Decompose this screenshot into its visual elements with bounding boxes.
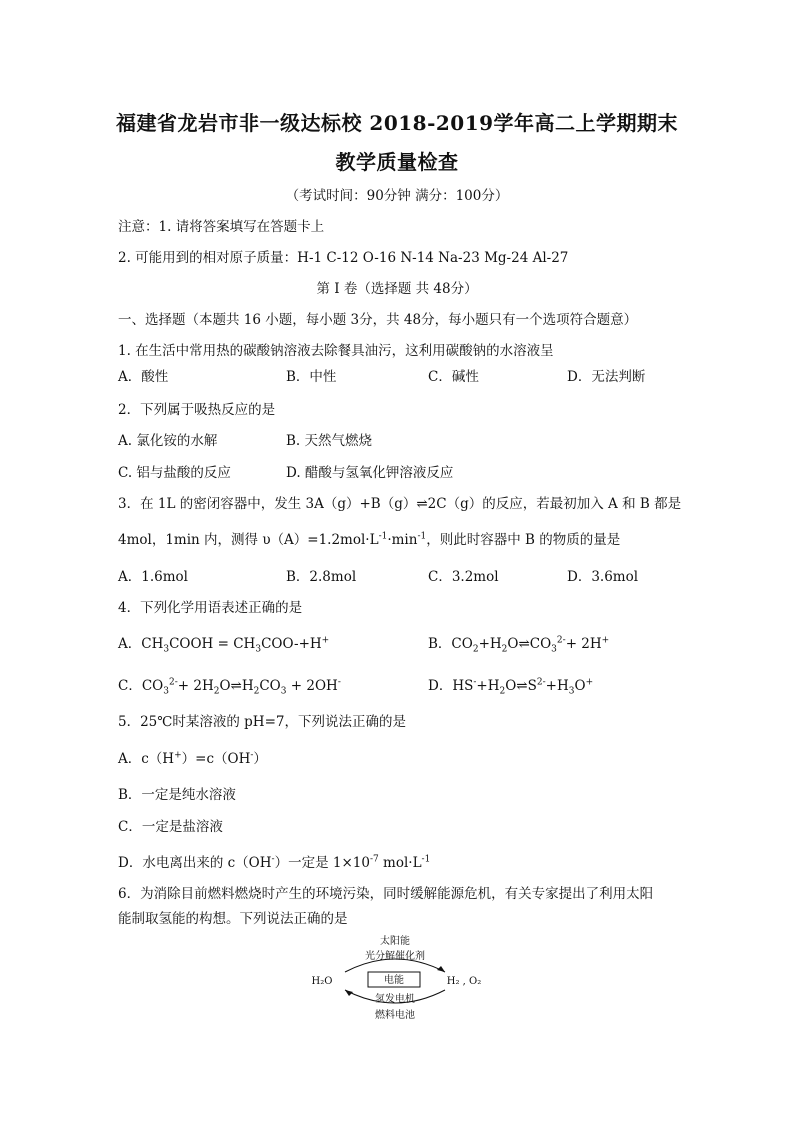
note-1: 注意：1. 请将答案填写在答题卡上 bbox=[118, 219, 325, 235]
question-3-stem-line1: 3．在 1L 的密闭容器中，发生 3A（g）+B（g）⇌2C（g）的反应，若最初加入 A 和 B 都是 bbox=[118, 496, 682, 512]
exam-info: （考试时间：90分钟 满分：100分） bbox=[285, 188, 509, 204]
document-title-line1: 福建省龙岩市非一级达标校 2018-2019学年高二上学期期末 bbox=[115, 111, 679, 135]
question-4-option-d: D．$HS^-+H_2O\rightleftharpoons S^{2-}+H_3O^+$ bbox=[428, 677, 594, 697]
document-title-line2: 教学质量检查 bbox=[335, 150, 459, 174]
question-2-option-b: B. 天然气燃烧 bbox=[286, 433, 373, 449]
question-2-stem: 2．下列属于吸热反应的是 bbox=[118, 402, 276, 418]
bottom-arrow-head bbox=[345, 990, 353, 996]
question-3-option-d: D．3.6mol bbox=[567, 569, 639, 585]
section-heading: 第 I 卷（选择题 共 48分） bbox=[316, 281, 478, 297]
question-6-stem-line1: 6．为消除目前燃料燃烧时产生的环境污染，同时缓解能源危机，有关专家提出了利用太阳 bbox=[118, 886, 654, 902]
energy-cycle-diagram bbox=[300, 932, 490, 1024]
diagram-label-solar: 太阳能 bbox=[380, 936, 410, 947]
question-4-option-c: C．$CO_3^{2-}+$ $2H_2O\rightleftharpoons H_2CO_3 + 2OH^-$ bbox=[118, 677, 341, 697]
diagram-label-catalyst: 光分解催化剂 bbox=[365, 951, 425, 962]
question-2-option-a: A. 氯化铵的水解 bbox=[118, 433, 218, 449]
question-3-option-a: A．1.6mol bbox=[118, 569, 188, 585]
question-6-stem-line2: 能制取氢能的构想。下列说法正确的是 bbox=[118, 911, 348, 927]
question-3-option-b: B．2.8mol bbox=[286, 569, 357, 585]
question-2-option-c: C. 铝与盐酸的反应 bbox=[118, 465, 231, 481]
question-2-option-d: D. 醋酸与氢氧化钾溶液反应 bbox=[286, 465, 454, 481]
question-3-option-c: C．3.2mol bbox=[428, 569, 499, 585]
question-1-option-b: B．中性 bbox=[286, 369, 337, 385]
question-5-option-b: B．一定是纯水溶液 bbox=[118, 787, 236, 803]
diagram-label-electric: 电能 bbox=[384, 975, 404, 986]
question-1-option-d: D．无法判断 bbox=[567, 369, 646, 385]
diagram-label-generator: 氢发电机 bbox=[375, 994, 415, 1005]
diagram-label-products: H₂ , O₂ bbox=[446, 976, 482, 987]
diagram-label-water: H₂O bbox=[311, 976, 333, 987]
section-instructions: 一、选择题（本题共 16 小题，每小题 3分，共 48分，每小题只有一个选项符合题意） bbox=[118, 312, 638, 328]
question-1-option-a: A．酸性 bbox=[118, 369, 169, 385]
question-3-stem-line2: 4mol，1min 内，测得 $\upsilon(A)=1.2mol\cdot L^{-1}\cdot\min^{-1}$，则此时容器中 B 的物质的量是 bbox=[118, 531, 621, 548]
question-4-option-a: A．$CH_3COOH = CH_3COO-+H^+$ bbox=[118, 635, 330, 655]
question-4-option-b: B．$CO_2+H_2O\rightleftharpoons CO_3^{2-}+ 2H^+$ bbox=[428, 635, 610, 655]
diagram-label-fuel-cell: 燃料电池 bbox=[375, 1010, 415, 1021]
top-arrow-head bbox=[437, 966, 445, 972]
note-2: 2. 可能用到的相对原子质量：H-1 C-12 O-16 N-14 Na-23 Mg-24 Al-27 bbox=[118, 250, 569, 266]
question-5-option-d: D．水电离出来的 c（OH-）一定是 $1\times 10^{-7}$ $mol\cdot L^{-1}$ bbox=[118, 854, 431, 871]
question-5-option-a: A．c（H+）=c（OH-） bbox=[118, 750, 267, 767]
question-5-option-c: C．一定是盐溶液 bbox=[118, 819, 223, 835]
question-1-option-c: C．碱性 bbox=[428, 369, 479, 385]
question-1-stem: 1. 在生活中常用热的碳酸钠溶液去除餐具油污，这利用碳酸钠的水溶液呈 bbox=[118, 343, 554, 359]
question-4-stem: 4．下列化学用语表述正确的是 bbox=[118, 600, 303, 616]
question-5-stem: 5．25℃时某溶液的 pH=7，下列说法正确的是 bbox=[118, 714, 406, 730]
